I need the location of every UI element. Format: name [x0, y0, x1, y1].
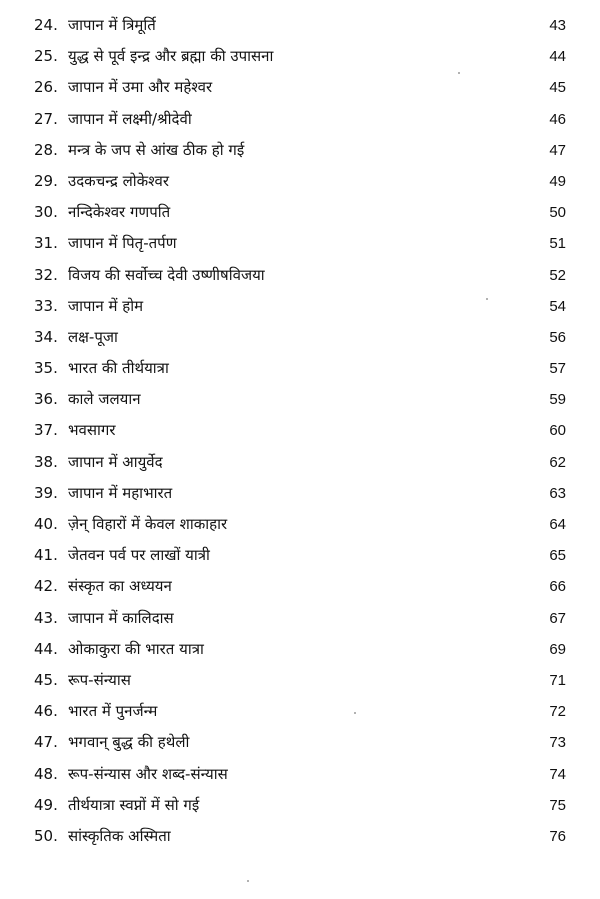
- toc-entry-26: [0, 72, 600, 103]
- entry-number: 41.: [34, 546, 58, 565]
- entry-page-number: 50: [549, 204, 566, 222]
- entry-page-number: 56: [549, 328, 566, 346]
- entry-number: 49.: [34, 795, 58, 814]
- entry-title: भारत की तीर्थयात्रा: [68, 359, 169, 378]
- entry-title: जापान में पितृ-तर्पण: [68, 234, 177, 253]
- entry-page-number: 60: [549, 422, 566, 440]
- entry-title: जेतवन पर्व पर लाखों यात्री: [68, 546, 210, 565]
- entry-number: 48.: [34, 764, 58, 783]
- entry-title: जापान में उमा और महेश्वर: [68, 78, 213, 97]
- toc-entry-41: [0, 540, 600, 571]
- toc-entry-48: [0, 759, 600, 790]
- entry-page-number: 72: [549, 703, 566, 721]
- toc-entry-30: [0, 197, 600, 228]
- toc-entry-29: [0, 166, 600, 197]
- entry-page-number: 57: [549, 360, 566, 378]
- toc-entry-45: [0, 665, 600, 696]
- scan-speck: [458, 72, 460, 74]
- entry-page-number: 74: [549, 765, 566, 783]
- toc-entry-25: [0, 41, 600, 72]
- scan-speck: [354, 712, 356, 714]
- entry-number: 24.: [34, 16, 58, 34]
- toc-entry-37: [0, 415, 600, 446]
- toc-entry-34: [0, 322, 600, 353]
- toc-entry-46: [0, 696, 600, 727]
- entry-number: 29.: [34, 171, 58, 190]
- entry-number: 37.: [34, 421, 58, 440]
- entry-number: 33.: [34, 296, 58, 315]
- entry-page-number: 45: [549, 79, 566, 97]
- entry-title: भगवान् बुद्ध की हथेली: [68, 733, 190, 752]
- entry-page-number: 59: [549, 391, 566, 409]
- toc-entry-47: [0, 727, 600, 758]
- entry-title: सांस्कृतिक अस्मिता: [68, 826, 171, 845]
- entry-title: जापान में होम: [68, 296, 144, 315]
- entry-page-number: 75: [549, 796, 566, 814]
- toc-entry-40: [0, 509, 600, 540]
- entry-page-number: 54: [549, 297, 566, 315]
- toc-entry-38: [0, 447, 600, 478]
- entry-title: जापान में महाभारत: [68, 483, 173, 502]
- entry-title: उदकचन्द्र लोकेश्वर: [68, 171, 170, 190]
- entry-number: 50.: [34, 826, 58, 845]
- entry-number: 39.: [34, 483, 58, 502]
- toc-entry-31: [0, 228, 600, 259]
- entry-number: 28.: [34, 140, 58, 159]
- entry-number: 38.: [34, 452, 58, 471]
- entry-page-number: 51: [549, 235, 566, 253]
- toc-entry-39: [0, 478, 600, 509]
- entry-title: ज़ेन् विहारों में केवल शाकाहार: [68, 515, 228, 533]
- entry-title: संस्कृत का अध्ययन: [68, 577, 172, 596]
- toc-entry-36: [0, 384, 600, 415]
- entry-number: 25.: [34, 47, 58, 66]
- entry-number: 40.: [34, 515, 58, 533]
- entry-number: 44.: [34, 639, 58, 658]
- entry-title: तीर्थयात्रा स्वप्नों में सो गई: [68, 795, 200, 814]
- toc-entry-35: [0, 353, 600, 384]
- entry-page-number: 47: [549, 141, 566, 159]
- entry-number: 46.: [34, 702, 58, 721]
- entry-number: 30.: [34, 203, 58, 222]
- entry-page-number: 71: [549, 671, 566, 689]
- entry-title: युद्ध से पूर्व इन्द्र और ब्रह्मा की उपासना: [68, 47, 274, 66]
- toc-entry-27: [0, 104, 600, 135]
- toc-entry-44: [0, 634, 600, 665]
- toc-entry-50: [0, 821, 600, 852]
- entry-number: 42.: [34, 577, 58, 596]
- entry-number: 31.: [34, 234, 58, 253]
- entry-page-number: 76: [549, 827, 566, 845]
- toc-entry-24: [0, 10, 600, 41]
- toc-entry-49: [0, 790, 600, 821]
- entry-title: रूप-संन्यास और शब्द-संन्यास: [68, 764, 228, 783]
- entry-number: 36.: [34, 390, 58, 409]
- toc-entry-43: [0, 603, 600, 634]
- entry-number: 34.: [34, 327, 58, 346]
- entry-title: भवसागर: [68, 421, 116, 440]
- entry-title: भारत में पुनर्जन्म: [68, 702, 158, 721]
- entry-number: 35.: [34, 359, 58, 378]
- entry-number: 45.: [34, 670, 58, 689]
- scan-speck: [486, 298, 488, 300]
- entry-page-number: 44: [549, 48, 566, 66]
- entry-page-number: 66: [549, 578, 566, 596]
- entry-page-number: 69: [549, 640, 566, 658]
- entry-title: नन्दिकेश्वर गणपति: [68, 203, 171, 222]
- entry-number: 43.: [34, 608, 58, 627]
- toc-entry-33: [0, 291, 600, 322]
- entry-title: जापान में लक्ष्मी/श्रीदेवी: [68, 109, 192, 128]
- entry-number: 27.: [34, 109, 58, 128]
- entry-title: विजय की सर्वोच्च देवी उष्णीषविजया: [68, 265, 265, 284]
- entry-title: मन्त्र के जप से आंख ठीक हो गई: [68, 140, 245, 159]
- entry-page-number: 73: [549, 734, 566, 752]
- entry-title: जापान में त्रिमूर्ति: [68, 16, 156, 34]
- entry-title: जापान में कालिदास: [68, 608, 174, 627]
- table-of-contents: [0, 10, 600, 852]
- entry-title: काले जलयान: [68, 390, 141, 409]
- entry-page-number: 63: [549, 484, 566, 502]
- entry-number: 47.: [34, 733, 58, 752]
- toc-entry-32: [0, 260, 600, 291]
- entry-page-number: 65: [549, 547, 566, 565]
- entry-title: ओकाकुरा की भारत यात्रा: [68, 639, 204, 658]
- entry-title: जापान में आयुर्वेद: [68, 452, 163, 471]
- entry-page-number: 43: [549, 17, 566, 34]
- scan-speck: [247, 880, 249, 882]
- entry-title: लक्ष-पूजा: [68, 327, 118, 346]
- entry-page-number: 62: [549, 453, 566, 471]
- entry-page-number: 64: [549, 516, 566, 533]
- entry-page-number: 46: [549, 110, 566, 128]
- toc-entry-28: [0, 135, 600, 166]
- entry-title: रूप-संन्यास: [68, 670, 131, 689]
- toc-entry-42: [0, 571, 600, 602]
- entry-page-number: 49: [549, 172, 566, 190]
- entry-page-number: 67: [549, 609, 566, 627]
- entry-number: 26.: [34, 78, 58, 97]
- entry-page-number: 52: [549, 266, 566, 284]
- entry-number: 32.: [34, 265, 58, 284]
